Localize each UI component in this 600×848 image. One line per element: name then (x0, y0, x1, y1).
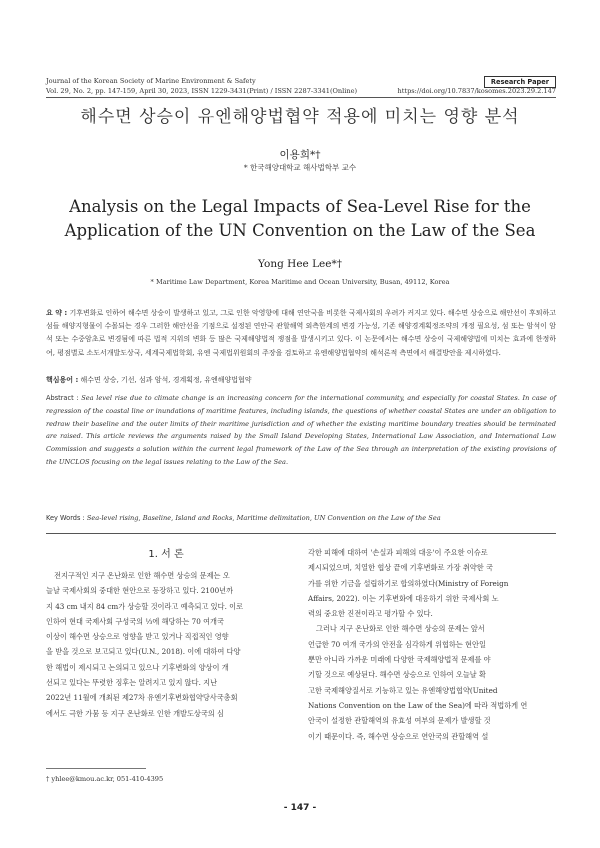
footnote: † yhlee@kmou.ac.kr, 051-410-4395 (46, 775, 164, 783)
body-line: 인하여 현대 국제사회 구성국의 ⅓에 해당하는 70 여개국 (46, 616, 224, 626)
korean-abstract-text: 기후변화로 인하여 해수면 상승이 발생하고 있고, 그로 인한 악영향에 대해 연안국을 비롯한 국제사회의 우려가 커지고 있다. 해수면 상승으로 해안선이 후퇴하고 섬들 해양지형물이 수몰되는 경우 그러한 해안선을 기점으로 설정된 연안국 관할해역 외측한계의 변경 가능성, 기존 해양경계획정조약의 개정 필요성, 섬 또는 암석이 암석 또는 수중암초로 변경됨에 따른 법적 지위의 변화 등 많은 국제해양법적 쟁점을 발생시키고 있다. 이 논문에서는 해수면 상승이 국제해양법에 미치는 효과에 한정하여, 평점별로 소도서개발도상국, 세계국제법학회, 유엔 국제법위원회의 주장을 검토하고 유엔해양법협약의 해석론적 측면에서 해결방안을 제시하였다. (46, 309, 556, 357)
body-line: 언급한 70 여개 국가의 안전을 심각하게 위협하는 현안일 (308, 639, 486, 649)
body-line: 한 해법이 제시되고 논의되고 있으나 기후변화의 양상이 개 (46, 662, 229, 672)
doi-link[interactable]: https://doi.org/10.7837/kosomes.2023.29.2.147 (397, 87, 556, 95)
journal-volume: Vol. 29, No. 2, pp. 147-159, April 30, 2023, ISSN 1229-3431(Print) / ISSN 2287-3341(Online) (46, 87, 358, 95)
korean-abstract-label: 요 약 : (46, 309, 68, 317)
english-abstract-label: Abstract : (46, 394, 79, 402)
english-keywords-label: Key Words : (46, 514, 85, 522)
body-line: 그러나 지구 온난화로 인한 해수면 상승의 문제는 앞서 (316, 624, 485, 634)
korean-author: 이용희*† (279, 149, 321, 161)
body-line: 뿐만 아니라 가까운 미래에 다양한 국제해양법적 문제를 야 (308, 655, 491, 665)
english-title: Analysis on the Legal Impacts of Sea-Level Rise for the Application of the UN Convention on the Law of the Sea (64, 197, 536, 240)
body-line: 각한 피해에 대하여 '손실과 피해의 대응'이 주요한 이슈로 (308, 548, 488, 557)
body-line: Nations Convention on the Law of the Sea)에 따라 적법하게 연 (308, 700, 528, 710)
korean-title: 해수면 상승이 유엔해양법협약 적용에 미치는 영향 분석 (80, 107, 520, 127)
abstract-divider (46, 533, 556, 534)
body-line: 가를 위한 기금을 설립하기로 합의하였다(Ministry of Foreign (308, 578, 509, 588)
english-abstract (46, 392, 556, 469)
korean-affiliation: * 한국해양대학교 해사법학부 교수 (243, 163, 357, 172)
page-number: - 147 - (283, 803, 317, 813)
body-line: 전지구적인 지구 온난화로 인한 해수면 상승의 문제는 오 (54, 571, 230, 580)
body-line: 에서도 극한 가뭄 등 지구 온난화로 인한 개발도상국의 심 (46, 708, 224, 718)
body-line: 이상이 해수면 상승으로 영향을 받고 있거나 직접적인 영향 (46, 632, 229, 642)
body-line: 2022년 11월에 개최된 제27차 유엔기후변화협약당사국총회 (46, 693, 238, 703)
body-column-left (46, 568, 288, 721)
body-line: 을 받을 것으로 보고되고 있다(U.N., 2018). 이에 대하여 다양 (46, 647, 241, 657)
body-line: 력의 중요한 진전이라고 평가할 수 있다. (308, 609, 433, 619)
header-divider (46, 97, 556, 98)
paper-type-badge: Research Paper (484, 76, 556, 88)
body-line: 안국이 설정한 관할해역의 유효성 여부의 문제가 발생할 것 (308, 716, 491, 726)
body-line: 기할 것으로 예상된다. 해수면 상승으로 인하여 오늘날 확 (308, 670, 486, 680)
body-column-right (308, 545, 556, 744)
korean-keywords (46, 375, 556, 385)
body-line: 제시되었으며, 치열한 협상 끝에 기후변화로 가장 취약한 국 (308, 563, 493, 573)
body-line: 늘날 국제사회의 중대한 현안으로 등장하고 있다. 2100년까 (46, 586, 234, 596)
body-line: 지 43 cm 내지 84 cm가 상승할 것이라고 예측되고 있다. 이로 (46, 601, 244, 611)
english-affiliation: * Maritime Law Department, Korea Maritime and Ocean University, Busan, 49112, Korea (150, 278, 450, 286)
korean-keywords-text: 해수면 상승, 기선, 섬과 암석, 경계획정, 유엔해양법협약 (80, 376, 252, 384)
korean-keywords-label: 핵심용어 : (46, 376, 79, 384)
section-heading: 1. 서 론 (148, 549, 184, 560)
body-line: 선되고 있다는 뚜렷한 징후는 알려지고 있지 않다. 지난 (46, 678, 218, 688)
journal-name: Journal of the Korean Society of Marine Environment & Safety (46, 77, 256, 85)
english-author: Yong Hee Lee*† (258, 258, 342, 270)
english-abstract-text: Sea level rise due to climate change is an increasing concern for the international community, and especially for coastal States. In case of regression of the coastal line or inundations of maritime features, including islands, the questions of whether coastal States are under an obligation to redraw their baseline and the outer limits of their maritime jurisdiction and of whether the existing maritime boundary treaties should be terminated are raised. This article reviews the arguments raised by the Small Island Developing States, International Law Association, and International Law Commission and suggests a solution within the current legal framework of the Law of the Sea through an interpretation of the existing provisions of the UNCLOS focusing on the legal issues relating to the Law of the Sea. (46, 394, 556, 466)
journal-info (46, 76, 556, 96)
body-line: Affairs, 2022). 이는 기후변화에 대응하기 위한 국제사회 노 (308, 593, 499, 603)
english-keywords (46, 514, 556, 522)
korean-abstract (46, 307, 556, 360)
body-line: 이기 때문이다. 즉, 해수면 상승으로 연안국의 관할해역 설 (308, 731, 489, 741)
body-line: 고한 국제해양질서로 기능하고 있는 유엔해양법협약(United (308, 685, 498, 695)
english-keywords-text: Sea-level rising, Baseline, Island and Rocks, Maritime delimitation, UN Convention on the Law of the Sea (86, 514, 441, 522)
footnote-divider (46, 768, 146, 769)
